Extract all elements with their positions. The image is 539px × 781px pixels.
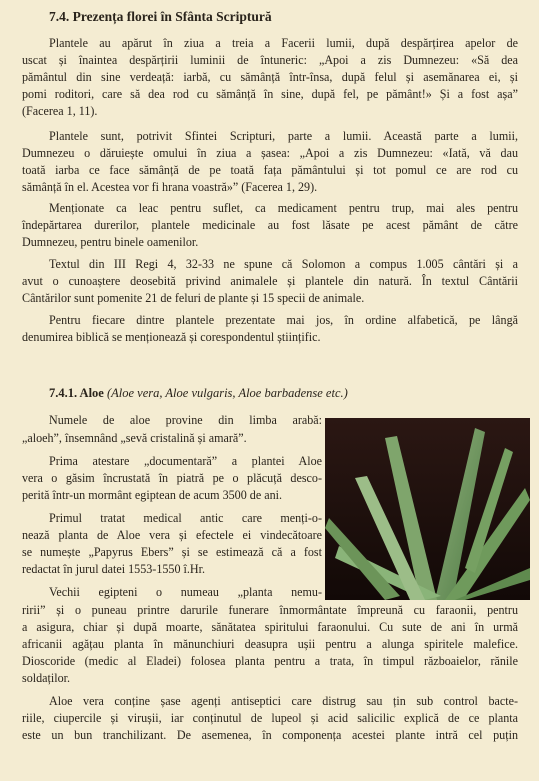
paragraph-line: Vechii egipteni o numeau „planta nemu- (49, 585, 322, 599)
paragraph-line: soldaților. (22, 671, 71, 685)
paragraph-line: Menționate ca leac pentru suflet, ca medicament pentru trup, mai ales pentru (49, 201, 518, 215)
paragraph-line: se numește „Papyrus Ebers” și se estimează că a fost (22, 545, 322, 559)
paragraph-line: Prima atestare „documentară” a plantei Aloe (49, 454, 322, 468)
paragraph-line: Primul tratat medical antic care menți-o- (49, 511, 322, 525)
paragraph-line: (Facerea 1, 11). (22, 104, 98, 118)
paragraph-line: pomi roditori, care să dea rod cu sămânță în sine, după fel, pe pământ!» Și a fost așa” (22, 87, 518, 101)
section-heading: 7.4. Prezența florei în Sfânta Scriptură (49, 9, 272, 24)
paragraph-line: toată iarba ce face sămânță de pe toată fața pământului și tot pomul ce are rod cu (22, 163, 518, 177)
paragraph-line: ririi” și o puneau printre darurile funerare înmormântate împreună cu faraonii, pentru (22, 603, 518, 617)
subsection-title: 7.4.1. Aloe (49, 386, 104, 400)
paragraph-line: Numele de aloe provine din limba arabă: (49, 413, 322, 427)
paragraph-line: Cântărilor sunt pomenite 21 de feluri de plante și 15 specii de animale. (22, 291, 365, 305)
paragraph-line: redactat în jurul datei 1553-1550 î.Hr. (22, 562, 206, 576)
aloe-vera-photo (325, 418, 530, 600)
paragraph-line: este un bun tranchilizant. De asemenea, în componența acestei plante intră cel puțin (22, 728, 518, 742)
paragraph-line: a asigura, chiar și după moarte, sănătatea spiritului faraonului. Cu sute de ani în urmă (22, 620, 518, 634)
paragraph-line: Textul din III Regi 4, 32-33 ne spune că Solomon a compus 1.005 cântări și a (49, 257, 518, 271)
paragraph-line: Plantele au apărut în ziua a treia a Facerii lumii, după despărțirea apelor de (49, 36, 518, 50)
paragraph-line: Dioscoride (medic al Eladei) folosea planta pentru a trata, în timpul războaielor, rănile (22, 654, 518, 668)
paragraph-line: riile, ciupercile și virușii, iar conținutul de lupeol și acid salicilic explică de ce planta (22, 711, 518, 725)
paragraph-line: Aloe vera conține șase agenți antiseptici care distrug sau țin sub control bacte- (49, 694, 518, 708)
paragraph-line: africanii agățau planta în mănunchiuri deasupra ușii pentru a alunga spiritele malefice. (22, 637, 518, 651)
paragraph-line: uscat și înaintea despărțirii luminii de întuneric: „Apoi a zis Dumnezeu: «Să dea (22, 53, 518, 67)
paragraph-line: Pentru fiecare dintre plantele prezentate mai jos, în ordine alfabetică, pe lângă (49, 313, 518, 327)
paragraph-line: sămânță în el. Acestea vor fi hrana voastră»” (Facerea 1, 29). (22, 180, 318, 194)
paragraph-line: perită într-un mormânt egiptean de acum 3500 de ani. (22, 488, 283, 502)
subsection-latin-names: (Aloe vera, Aloe vulgaris, Aloe barbadense etc.) (106, 386, 348, 400)
paragraph-line: vera o găsim încrustată în piatră pe o plăcuță desco- (22, 471, 322, 485)
paragraph-line: îndepărtarea durerilor, plantele medicinale au fost lăsate pe acest pământ de către (22, 218, 518, 232)
paragraph-line: pământul din sine verdeață: iarbă, cu sămânță într-însa, după felul și asemănarea ei, și (22, 70, 518, 84)
paragraph-line: nează planta de Aloe vera și efectele ei vindecătoare (22, 528, 322, 542)
paragraph-line: Dumnezeu, pentru binele oamenilor. (22, 235, 199, 249)
paragraph-line: avut o cunoaștere deosebită privind animalele și plantele din natură. În textul Cântării (22, 274, 518, 288)
paragraph-line: denumirea biblică se menționează și corespondentul științific. (22, 330, 321, 344)
paragraph-line: „aloeh”, însemnând „sevă cristalină și amară”. (22, 431, 247, 445)
paragraph-line: Dumnezeu o dăruiește omului în ziua a șasea: „Apoi a zis Dumnezeu: «Iată, vă dau (22, 146, 518, 160)
subsection-heading (49, 386, 348, 401)
paragraph-line: Plantele sunt, potrivit Sfintei Scripturi, parte a lumii. Această parte a lumii, (49, 129, 518, 143)
